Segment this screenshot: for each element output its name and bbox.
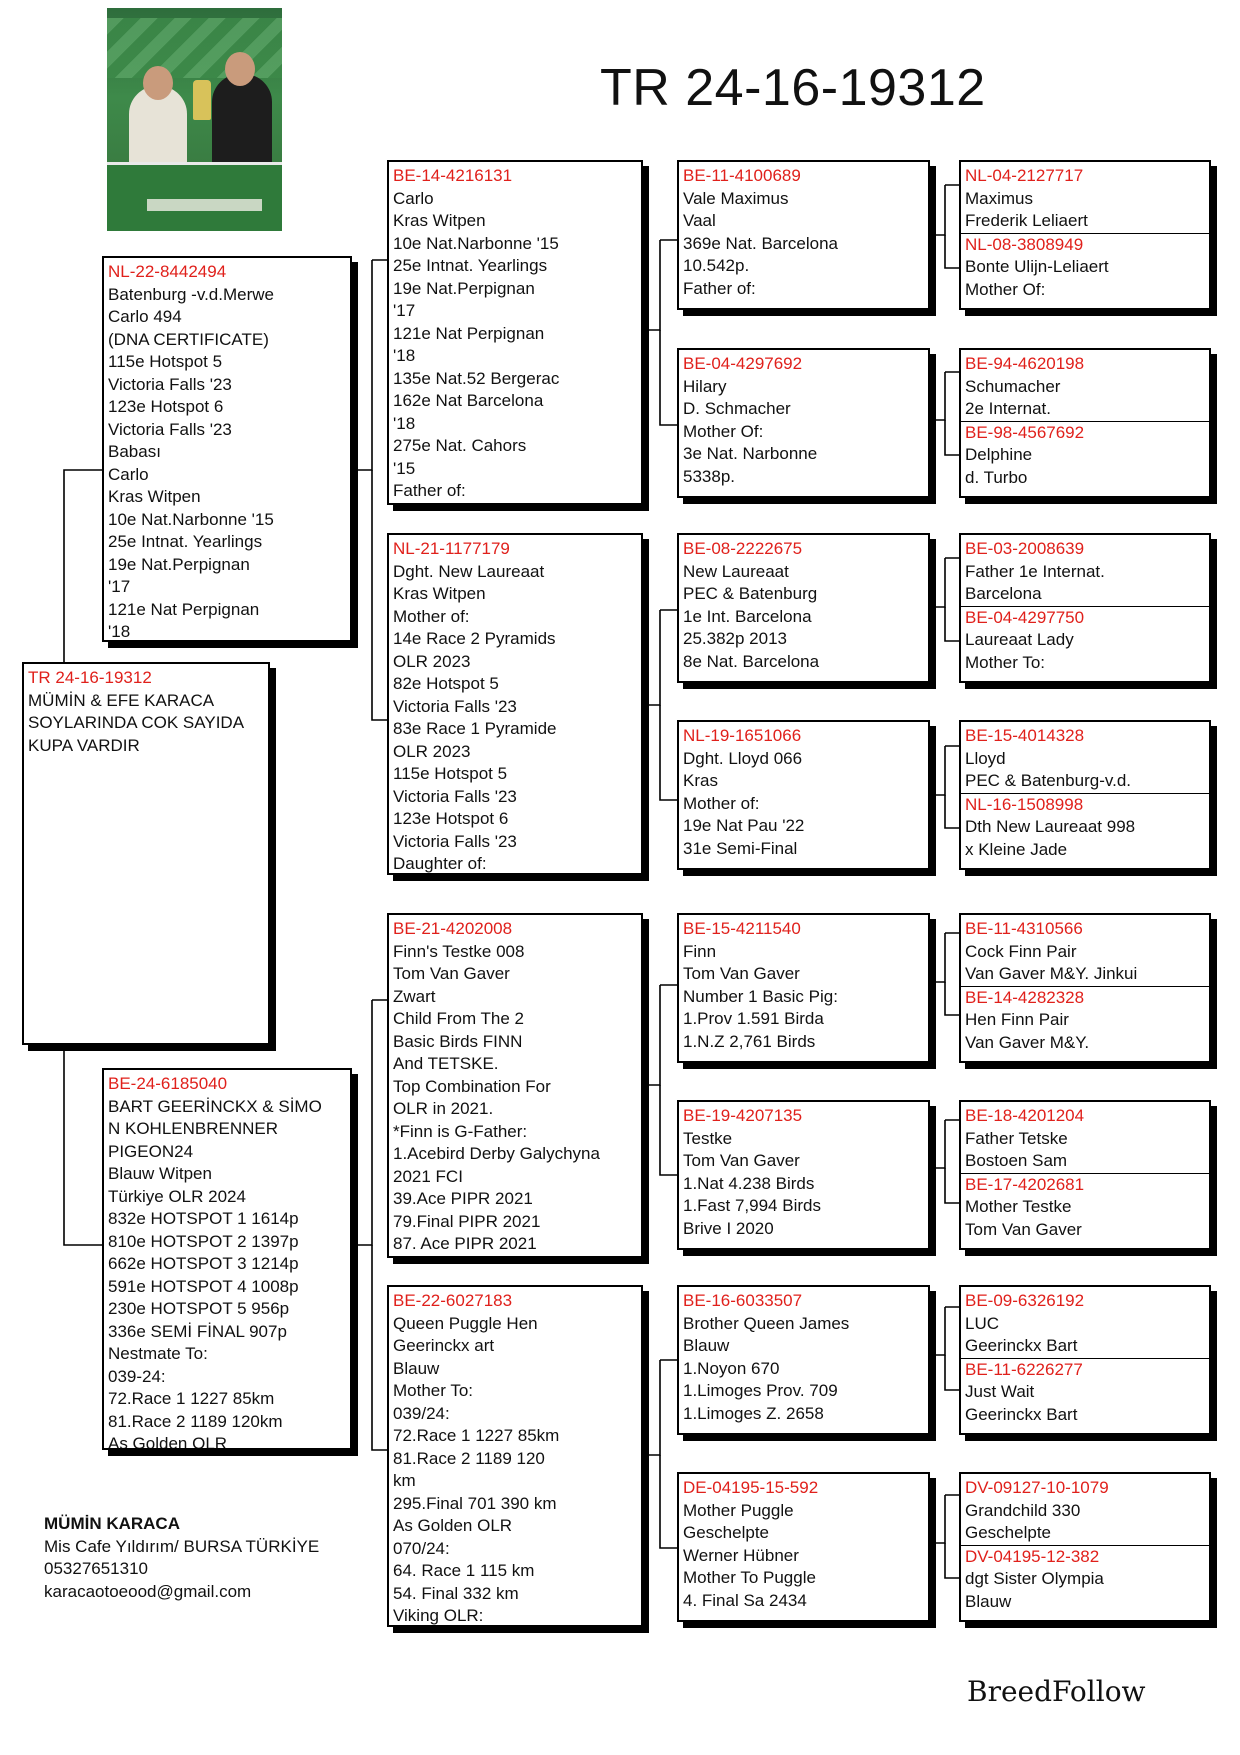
ring-number: BE-19-4207135 [683, 1106, 803, 1125]
card-line: 31e Semi-Final [683, 838, 798, 858]
paternal-grandfather-card [387, 160, 643, 505]
ring-number: BE-09-6326192 [965, 1291, 1085, 1310]
card-line: 369e Nat. Barcelona [683, 233, 838, 253]
trophy-icon [193, 80, 211, 120]
card-line: Lloyd [965, 748, 1006, 768]
card-line: 25e Intnat. Yearlings [393, 256, 548, 275]
card-line: BART GEERİNCKX & SİMO [108, 1096, 322, 1116]
card-line: Tom Van Gaver [683, 964, 800, 983]
owner-phone: 05327651310 [44, 1559, 149, 1578]
card-line: '18 [393, 346, 416, 365]
card-line: 832e HOTSPOT 1 1614p [108, 1209, 299, 1228]
card-line: 123e Hotspot 6 [108, 397, 224, 416]
card-line: PIGEON24 [108, 1141, 194, 1161]
paternal-grandmother-card [387, 533, 643, 875]
card-line: 1.Noyon 670 [683, 1358, 780, 1378]
subject-card [22, 662, 270, 1045]
card-line: LUC [965, 1313, 1000, 1333]
ring-number: BE-22-6027183 [393, 1291, 513, 1310]
maternal-grandfather-card [387, 913, 643, 1258]
gen3-card-mfm [677, 1100, 930, 1250]
card-line: MÜMİN & EFE KARACA [28, 690, 215, 710]
card-line: Blauw Witpen [108, 1164, 212, 1183]
card-line: Geerinckx Bart [965, 1404, 1078, 1424]
card-line: Father of: [393, 481, 466, 500]
owner-email[interactable]: karacaotoeood@gmail.com [44, 1581, 252, 1601]
card-line: 10e Nat.Narbonne '15 [393, 233, 559, 253]
card-line: 54. Final 332 km [393, 1583, 519, 1603]
card-line: Mother of: [393, 606, 470, 626]
ring-number: TR 24-16-19312 [28, 668, 152, 687]
card-line: Kras Witpen [393, 584, 486, 603]
card-line: Mother To: [393, 1381, 474, 1400]
card-line: Geerinckx art [393, 1336, 495, 1355]
card-line: '15 [393, 458, 416, 478]
card-line: Dght. Lloyd 066 [683, 748, 803, 768]
card-line: Van Gaver M&Y. [965, 1032, 1090, 1052]
card-line: Werner Hübner [683, 1545, 799, 1565]
card-line: 336e SEMİ FİNAL 907p [108, 1321, 287, 1341]
ring-number: NL-08-3808949 [965, 234, 1084, 254]
card-line: 19e Nat.Perpignan [108, 554, 250, 574]
card-line: Vaal [683, 211, 716, 230]
owner-contact [44, 1513, 319, 1603]
card-line: dgt Sister Olympia [965, 1569, 1104, 1588]
ring-number: DV-04195-12-382 [965, 1546, 1100, 1566]
gen3-card-ffm [677, 348, 930, 498]
card-line: Mother To: [965, 652, 1046, 672]
card-line: '17 [393, 301, 416, 320]
card-line: Nestmate To: [108, 1344, 208, 1363]
card-line: 1.Limoges Z. 2658 [683, 1403, 824, 1423]
card-line: Vale Maximus [683, 188, 789, 208]
card-line: Tom Van Gaver [393, 964, 510, 983]
card-line: 1.Limoges Prov. 709 [683, 1381, 838, 1400]
card-line: PEC & Batenburg [683, 584, 818, 603]
gen4-pair-card [959, 1285, 1211, 1435]
card-line: Babası [108, 442, 161, 461]
card-line: 1.Prov 1.591 Birda [683, 1009, 824, 1028]
card-line: Brother Queen James [683, 1313, 850, 1333]
card-line: 295.Final 701 390 km [393, 1493, 557, 1513]
gen3-card-fmf [677, 533, 930, 683]
card-line: 19e Nat.Perpignan [393, 278, 535, 298]
card-line: PEC & Batenburg-v.d. [965, 771, 1131, 790]
gen3-card-mmf [677, 1285, 930, 1435]
card-line: Hilary [683, 376, 727, 396]
card-line: Daughter of: [393, 854, 487, 873]
card-line: Viking OLR: [393, 1606, 484, 1625]
card-line: Mother Testke [965, 1197, 1072, 1216]
card-line: 162e Nat Barcelona [393, 391, 544, 410]
card-line: N KOHLENBRENNER [108, 1119, 279, 1138]
brand-logo: BreedFollow [967, 1675, 1146, 1708]
card-line: Victoria Falls '23 [393, 696, 517, 716]
card-line: Queen Puggle Hen [393, 1313, 538, 1333]
card-line: Top Combination For [393, 1076, 551, 1096]
card-line: D. Schmacher [683, 399, 791, 418]
card-line: Carlo 494 [108, 307, 182, 326]
card-line: 4. Final Sa 2434 [683, 1590, 807, 1610]
card-line: And TETSKE. [393, 1054, 499, 1073]
ring-number: BE-11-4310566 [965, 919, 1083, 938]
card-line: Mother To Puggle [683, 1568, 816, 1587]
card-line: 1e Int. Barcelona [683, 606, 812, 626]
ring-number: NL-21-1177179 [393, 539, 510, 558]
gen3-card-mff [677, 913, 930, 1063]
card-line: 115e Hotspot 5 [108, 352, 223, 371]
gen4-pair-card [959, 1472, 1211, 1622]
card-line: 591e HOTSPOT 4 1008p [108, 1276, 299, 1296]
card-line: 039-24: [108, 1366, 166, 1386]
card-line: Laureaat Lady [965, 630, 1074, 649]
card-line: Kras Witpen [393, 211, 486, 230]
card-line: 1.Nat 4.238 Birds [683, 1173, 815, 1193]
card-line: Frederik Leliaert [965, 211, 1088, 230]
card-line: 135e Nat.52 Bergerac [393, 368, 560, 388]
card-line: 121e Nat Perpignan [108, 599, 260, 619]
card-line: Father of: [683, 278, 756, 298]
card-line: Delphine [965, 445, 1033, 464]
card-line: 123e Hotspot 6 [393, 809, 509, 828]
card-line: As Golden OLR [393, 1516, 513, 1535]
card-line: Geerinckx Bart [965, 1336, 1078, 1355]
card-line: d. Turbo [965, 467, 1028, 487]
card-line: Maximus [965, 188, 1034, 208]
card-line: KUPA VARDIR [28, 735, 140, 755]
ring-number: NL-22-8442494 [108, 262, 227, 281]
card-line: 3e Nat. Narbonne [683, 444, 818, 463]
card-line: 72.Race 1 1227 85km [108, 1389, 275, 1408]
card-line: km [393, 1471, 416, 1490]
card-line: Dth New Laureaat 998 [965, 817, 1136, 836]
ring-number: BE-04-4297750 [965, 607, 1085, 627]
card-line: 14e Race 2 Pyramids [393, 629, 556, 648]
card-line: Van Gaver M&Y. Jinkui [965, 964, 1138, 983]
card-line: 81.Race 2 1189 120 [393, 1448, 545, 1468]
ring-number: BE-14-4216131 [393, 166, 513, 185]
gen3-card-fff [677, 160, 930, 310]
card-line: Blauw [393, 1358, 440, 1378]
card-line: 82e Hotspot 5 [393, 674, 499, 693]
card-line: Blauw [683, 1336, 730, 1355]
card-line: '17 [108, 577, 131, 596]
ring-number: NL-19-1651066 [683, 726, 802, 745]
card-line: 1.N.Z 2,761 Birds [683, 1031, 816, 1051]
maternal-grandmother-card [387, 1285, 643, 1627]
card-line: Carlo [393, 188, 434, 208]
card-line: Finn [683, 941, 717, 961]
card-line: SOYLARINDA COK SAYIDA [28, 713, 245, 732]
ring-number: BE-17-4202681 [965, 1174, 1085, 1194]
owner-name: MÜMİN KARACA [44, 1514, 180, 1533]
card-line: 039/24: [393, 1403, 450, 1423]
card-line: OLR 2023 [393, 741, 471, 761]
ring-number: BE-11-6226277 [965, 1359, 1083, 1379]
card-line: 79.Final PIPR 2021 [393, 1211, 541, 1231]
ring-number: DE-04195-15-592 [683, 1478, 819, 1497]
card-line: OLR 2023 [393, 651, 471, 671]
card-line: (DNA CERTIFICATE) [108, 329, 269, 349]
ring-number: BE-04-4297692 [683, 354, 803, 373]
ring-number: NL-04-2127717 [965, 166, 1084, 185]
card-line: Zwart [393, 986, 436, 1006]
ring-number: BE-08-2222675 [683, 539, 803, 558]
card-line: Child From The 2 [393, 1009, 525, 1028]
owner-photo [107, 8, 282, 231]
card-line: Father Tetske [965, 1128, 1068, 1148]
card-line: 25.382p 2013 [683, 629, 787, 648]
card-line: 070/24: [393, 1538, 450, 1558]
ring-number: BE-14-4282328 [965, 987, 1085, 1007]
gen3-card-mmm [677, 1472, 930, 1622]
card-line: Bonte Ulijn-Leliaert [965, 257, 1109, 276]
card-line: 10.542p. [683, 256, 750, 275]
ring-number: BE-98-4567692 [965, 422, 1085, 442]
card-line: Tom Van Gaver [683, 1151, 800, 1170]
card-line: 87. Ace PIPR 2021 [393, 1234, 537, 1253]
card-line: Mother Puggle [683, 1500, 794, 1520]
card-line: 72.Race 1 1227 85km [393, 1426, 560, 1445]
card-line: Schumacher [965, 376, 1061, 396]
card-line: Kras [683, 771, 718, 790]
card-line: 115e Hotspot 5 [393, 764, 508, 783]
card-line: 1.Fast 7,994 Birds [683, 1196, 821, 1215]
card-line: New Laureaat [683, 561, 789, 581]
ring-number: DV-09127-10-1079 [965, 1478, 1109, 1497]
card-line: 83e Race 1 Pyramide [393, 719, 557, 738]
card-line: Testke [683, 1128, 733, 1148]
ring-number: BE-15-4014328 [965, 726, 1085, 745]
card-line: Tom Van Gaver [965, 1219, 1082, 1239]
card-line: Batenburg -v.d.Merwe [108, 284, 274, 304]
card-line: Blauw [965, 1591, 1012, 1611]
ring-number: BE-24-6185040 [108, 1074, 228, 1093]
ring-number: BE-18-4201204 [965, 1106, 1085, 1125]
card-line: Victoria Falls '23 [393, 831, 517, 851]
ring-number: BE-94-4620198 [965, 354, 1085, 373]
card-line: Finn's Testke 008 [393, 941, 525, 961]
card-line: 2e Internat. [965, 399, 1052, 418]
card-line: Mother Of: [683, 421, 764, 441]
gen3-card-fmm [677, 720, 930, 870]
card-line: 662e HOTSPOT 3 1214p [108, 1254, 299, 1273]
card-line: Hen Finn Pair [965, 1010, 1069, 1029]
card-line: Father 1e Internat. [965, 561, 1105, 581]
ring-number: BE-03-2008639 [965, 539, 1085, 558]
card-line: '18 [393, 413, 416, 433]
card-line: 81.Race 2 1189 120km [108, 1411, 283, 1431]
card-line: Cock Finn Pair [965, 941, 1077, 961]
card-line: Kras Witpen [108, 487, 201, 506]
card-line: As Golden OLR [108, 1434, 228, 1450]
card-line: Geschelpte [965, 1523, 1051, 1542]
gen4-pair-card [959, 913, 1211, 1063]
card-line: 39.Ace PIPR 2021 [393, 1189, 533, 1208]
card-line: Number 1 Basic Pig: [683, 986, 838, 1006]
father-card [102, 256, 352, 642]
card-line: Victoria Falls '23 [108, 419, 232, 439]
card-line: Barcelona [965, 584, 1042, 603]
card-line: 810e HOTSPOT 2 1397p [108, 1231, 299, 1251]
page-title: TR 24-16-19312 [600, 59, 986, 117]
card-line: x Kleine Jade [965, 839, 1068, 859]
gen4-pair-card [959, 720, 1211, 870]
card-line: 10e Nat.Narbonne '15 [108, 509, 274, 529]
card-line: Brive I 2020 [683, 1218, 774, 1238]
card-line: Mother of: [683, 793, 760, 813]
card-line: 5338p. [683, 466, 735, 486]
card-line: OLR in 2021. [393, 1099, 494, 1118]
card-line: Mother Of: [965, 279, 1046, 299]
card-line: 25e Intnat. Yearlings [108, 532, 263, 551]
card-line: *Finn is G-Father: [393, 1121, 528, 1141]
gen4-pair-card [959, 1100, 1211, 1250]
ring-number: BE-15-4211540 [683, 919, 801, 938]
card-line: 64. Race 1 115 km [393, 1561, 535, 1580]
card-line: 19e Nat Pau '22 [683, 816, 805, 835]
card-line: Dght. New Laureaat [393, 561, 545, 581]
ring-number: BE-16-6033507 [683, 1291, 803, 1310]
owner-address: Mis Cafe Yıldırım/ BURSA TÜRKİYE [44, 1536, 320, 1556]
card-line: Victoria Falls '23 [393, 786, 517, 806]
mother-card [102, 1068, 352, 1450]
card-line: Victoria Falls '23 [108, 374, 232, 394]
card-line: Basic Birds FINN [393, 1031, 523, 1051]
ring-number: NL-16-1508998 [965, 794, 1084, 814]
card-line: 230e HOTSPOT 5 956p [108, 1299, 290, 1318]
card-line: 275e Nat. Cahors [393, 436, 527, 455]
card-line: Grandchild 330 [965, 1500, 1081, 1520]
gen4-pair-card [959, 348, 1211, 498]
card-line: Carlo [108, 464, 149, 484]
card-line: Bostoen Sam [965, 1151, 1068, 1170]
card-line: '18 [108, 622, 131, 641]
gen4-pair-card [959, 533, 1211, 683]
card-line: Türkiye OLR 2024 [108, 1186, 246, 1206]
gen4-pair-card [959, 160, 1211, 310]
ring-number: BE-11-4100689 [683, 166, 801, 185]
card-line: 2021 FCI [393, 1166, 463, 1186]
card-line: Just Wait [965, 1382, 1035, 1401]
card-line: 1.Acebird Derby Galychyna [393, 1144, 600, 1163]
card-line: 121e Nat Perpignan [393, 323, 545, 343]
card-line: 8e Nat. Barcelona [683, 651, 820, 671]
card-line: Geschelpte [683, 1523, 769, 1542]
ring-number: BE-21-4202008 [393, 919, 513, 938]
